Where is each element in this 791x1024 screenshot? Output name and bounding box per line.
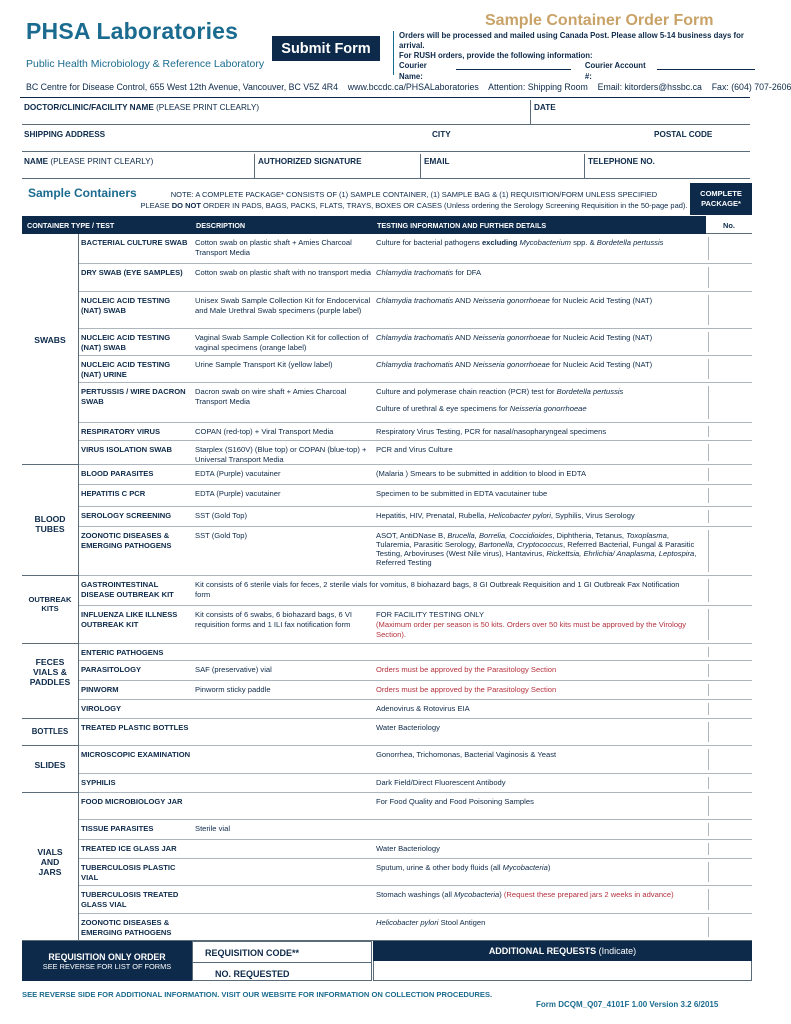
divider [20,97,750,98]
centre-address: BC Centre for Disease Control, 655 West 12th Avenue, Vancouver, BC V5Z 4R4 [26,82,338,92]
divider [584,154,585,179]
col-type: CONTAINER TYPE / TEST [27,221,115,230]
quantity-field[interactable] [708,777,746,789]
postal-code-label: POSTAL CODE [654,130,713,139]
email-label: EMAIL [424,157,450,166]
name-row[interactable] [22,154,750,179]
shipping-row[interactable] [22,127,750,152]
table-row: TREATED ICE GLASS JAR Water Bacteriology [78,840,752,859]
quantity-field[interactable] [708,237,746,260]
divider [530,100,531,125]
table-row: GASTROINTESTINAL DISEASE OUTBREAK KIT Kit consists of 6 sterile vials for feces, 2 sterile vials for vomitus, 8 biohazard bags, 8 GI Outbreak Requisition and 1 GI Outbreak Fax Notification form [78,576,752,606]
quantity-field[interactable] [708,488,746,503]
table-row: NUCLEIC ACID TESTING (NAT) SWAB Vaginal Swab Sample Collection Kit for collection of vaginal specimens (orange label) Chlamydia trachomatis AND Neisseria gonorrhoeae for Nucleic Acid Testing (NAT) [78,329,752,356]
table-row: FOOD MICROBIOLOGY JAR For Food Quality and Food Poisoning Samples [78,793,752,820]
quantity-field[interactable] [708,796,746,816]
org-title: PHSA Laboratories [26,18,239,44]
quantity-field[interactable] [708,823,746,836]
form-id: Form DCQM_Q07_4101F 1.00 Version 3.2 6/2015 [536,1000,719,1009]
table-row: INFLUENZA LIKE ILLNESS OUTBREAK KIT Kit consists of 6 swabs, 6 biohazard bags, 6 VI requisition forms and 1 ILI fax notification form FOR FACILITY TESTING ONLY (Maximum order per season is 50 kits. Orders over 50 kits must be approved by the Virology Section). [78,606,752,644]
table-row: TREATED PLASTIC BOTTLES Water Bacteriology [78,719,752,746]
quantity-field[interactable] [708,862,746,882]
quantity-field[interactable] [708,359,746,379]
note-line-1: NOTE: A COMPLETE PACKAGE* CONSISTS OF (1) SAMPLE CONTAINER, (1) SAMPLE BAG & (1) REQUISITION/FORM UNLESS SPECIFIED [170,190,658,199]
group-blood-tubes: BLOOD TUBES [22,465,78,576]
facility-label: DOCTOR/CLINIC/FACILITY NAME (PLEASE PRINT CLEARLY) [24,103,260,112]
group-outbreak-kits: OUTBREAK KITS [22,576,78,644]
note-line-2: PLEASE DO NOT ORDER IN PADS, BAGS, PACKS, FLATS, TRAYS, BOXES OR CASES (Unless ordering the Serology Screening Requisition in the 50-page pad). [140,200,688,210]
submit-form-button[interactable]: Submit Form [272,36,380,61]
quantity-field[interactable] [708,917,746,937]
group-swabs: SWABS [22,234,78,465]
additional-requests-field[interactable] [373,961,752,981]
signature-label: AUTHORIZED SIGNATURE [258,157,362,166]
attention: Attention: Shipping Room [488,82,588,92]
package-note [134,190,694,212]
requisition-code-label: REQUISITION CODE** [205,948,300,958]
quantity-field[interactable] [708,703,746,715]
table-row: VIRUS ISOLATION SWAB Starplex (S160V) (Blue top) or COPAN (blue-top) + Universal Transport Media PCR and Virus Culture [78,441,752,465]
col-testing: TESTING INFORMATION AND FURTHER DETAILS [377,221,547,230]
complete-package-header: COMPLETE PACKAGE* [690,183,752,215]
courier-account-label: Courier Account #: [584,61,646,81]
quantity-field[interactable] [708,444,746,461]
name-label: NAME (PLEASE PRINT CLEARLY) [24,157,154,166]
quantity-field[interactable] [708,647,746,657]
city-label: CITY [432,130,451,139]
table-row: PERTUSSIS / WIRE DACRON SWAB Dacron swab on wire shaft + Amies Charcoal Transport Media Culture and polymerase chain reaction (PCR) test for Bordetella pertussis Culture of urethral & eye specimens for Neisseria gonorrhoeae [78,383,752,423]
quantity-field[interactable] [708,426,746,437]
col-description: DESCRIPTION [196,221,246,230]
group-slides: SLIDES [22,746,78,793]
quantity-field[interactable] [708,609,746,640]
table-row: RESPIRATORY VIRUS COPAN (red-top) + Viral Transport Media Respiratory Virus Testing, PCR for nasal/nasopharyngeal specimens [78,423,752,441]
divider [193,962,371,963]
table-row: NUCLEIC ACID TESTING (NAT) URINE Urine Sample Transport Kit (yellow label) Chlamydia trachomatis AND Neisseria gonorrhoeae for Nucleic Acid Testing (NAT) [78,356,752,383]
table-row: SYPHILIS Dark Field/Direct Fluorescent Antibody [78,774,752,793]
requisition-code-box[interactable] [192,941,372,981]
table-row: HEPATITIS C PCR EDTA (Purple) vacutainer Specimen to be submitted in EDTA vacutainer tube [78,485,752,507]
quantity-field[interactable] [708,843,746,855]
divider [78,234,79,942]
footer-note: SEE REVERSE SIDE FOR ADDITIONAL INFORMATION. VISIT OUR WEBSITE FOR INFORMATION ON COLLECTION PROCEDURES. [22,990,493,999]
group-vials-jars: VIALS AND JARS [22,793,78,941]
address-bar [26,82,791,92]
courier-line [399,61,755,81]
quantity-field[interactable] [708,468,746,481]
table-row: BLOOD PARASITES EDTA (Purple) vacutainer (Malaria ) Smears to be submitted in addition to blood in EDTA [78,465,752,485]
table-row: ZOONOTIC DISEASES & EMERGING PATHOGENS SST (Gold Top) ASOT, AntiDNase B, Brucella, Borrelia, Coccidioides, Diphtheria, Tetanus, Toxoplasma, Tularemia, Parasitic Serology, Bartonella, Cryptococcus, Referred Bacterial, Fungal & Parasitic Testing, Arboviruses (West Nile virus), Hantavirus, Rickettsia, Ehrlichia/ Anaplasma, Leptospira, Referred Testing [78,527,752,576]
table-row: BACTERIAL CULTURE SWAB Cotton swab on plastic shaft + Amies Charcoal Transport Media Culture for bacterial pathogens excluding Mycobacterium spp. & Bordetella pertussis [78,234,752,264]
website-link[interactable]: www.bccdc.ca/PHSALaboratories [347,82,479,92]
table-row: SEROLOGY SCREENING SST (Gold Top) Hepatitis, HIV, Prenatal, Rubella, Helicobacter pylori, Syphilis, Virus Serology [78,507,752,527]
divider [420,154,421,179]
col-no: No. [706,216,752,234]
table-row: TUBERCULOSIS PLASTIC VIAL Sputum, urine & other body fluids (all Mycobacteria) [78,859,752,886]
fax-number: Fax: (604) 707-2606 [711,82,791,92]
table-row: ENTERIC PATHOGENS [78,644,752,661]
group-bottles: BOTTLES [22,719,78,746]
quantity-field[interactable] [708,530,746,572]
quantity-field[interactable] [708,386,746,419]
divider [254,154,255,179]
quantity-field[interactable] [708,889,746,910]
courier-name-label: Courier Name: [399,61,427,81]
quantity-field[interactable] [708,664,746,677]
table-row: TISSUE PARASITES Sterile vial [78,820,752,840]
phone-label: TELEPHONE NO. [588,157,655,166]
shipping-notice [393,31,755,81]
quantity-field[interactable] [708,722,746,742]
table-row: TUBERCULOSIS TREATED GLASS VIAL Stomach washings (all Mycobacteria) (Request these prepared jars 2 weeks in advance) [78,886,752,914]
org-subtitle: Public Health Microbiology & Reference Laboratory [26,58,265,70]
table-row: MICROSCOPIC EXAMINATION Gonorrhea, Trichomonas, Bacterial Vaginosis & Yeast [78,746,752,774]
shipping-address-label: SHIPPING ADDRESS [24,130,106,139]
group-feces: FECES VIALS & PADDLES [22,644,78,719]
notice-line-1: Orders will be processed and mailed using Canada Post. Please allow 5-14 business days for arrival. [399,31,744,51]
quantity-field[interactable] [708,332,746,352]
quantity-field[interactable] [708,579,746,602]
quantity-field[interactable] [708,684,746,696]
quantity-field[interactable] [708,749,746,770]
quantity-field[interactable] [708,267,746,288]
quantity-field[interactable] [708,295,746,325]
table-row: VIROLOGY Adenovirus & Rotovirus EIA [78,700,752,719]
email-address[interactable]: Email: kitorders@hssbc.ca [597,82,702,92]
table-row: DRY SWAB (EYE SAMPLES) Cotton swab on plastic shaft with no transport media Chlamydia trachomatis for DFA [78,264,752,292]
notice-line-2: For RUSH orders, provide the following information: [399,51,593,61]
sample-containers-title: Sample Containers [28,186,137,200]
table-row: ZOONOTIC DISEASES & EMERGING PATHOGENS Helicobacter pylori Stool Antigen [78,914,752,941]
date-label: DATE [534,103,556,112]
quantity-field[interactable] [708,510,746,523]
table-row: PINWORM Pinworm sticky paddle Orders must be approved by the Parasitology Section [78,681,752,700]
table-row: PARASITOLOGY SAF (preservative) vial Orders must be approved by the Parasitology Section [78,661,752,681]
table-row: NUCLEIC ACID TESTING (NAT) SWAB Unisex Swab Sample Collection Kit for Endocervical and Male Urethral Swab specimens (purple label) Chlamydia trachomatis AND Neisseria gonorrhoeae for Nucleic Acid Testing (NAT) [78,292,752,329]
requisition-only-order: REQUISITION ONLY ORDER SEE REVERSE FOR LIST OF FORMS [22,941,192,981]
facility-row[interactable] [22,100,750,125]
table-header [22,216,752,234]
courier-account-field[interactable] [657,61,755,70]
additional-requests-header: ADDITIONAL REQUESTS (Indicate) [373,941,752,961]
form-title: Sample Container Order Form [485,12,714,29]
no-requested-label: NO. REQUESTED [215,969,290,979]
courier-name-field[interactable] [456,61,571,70]
